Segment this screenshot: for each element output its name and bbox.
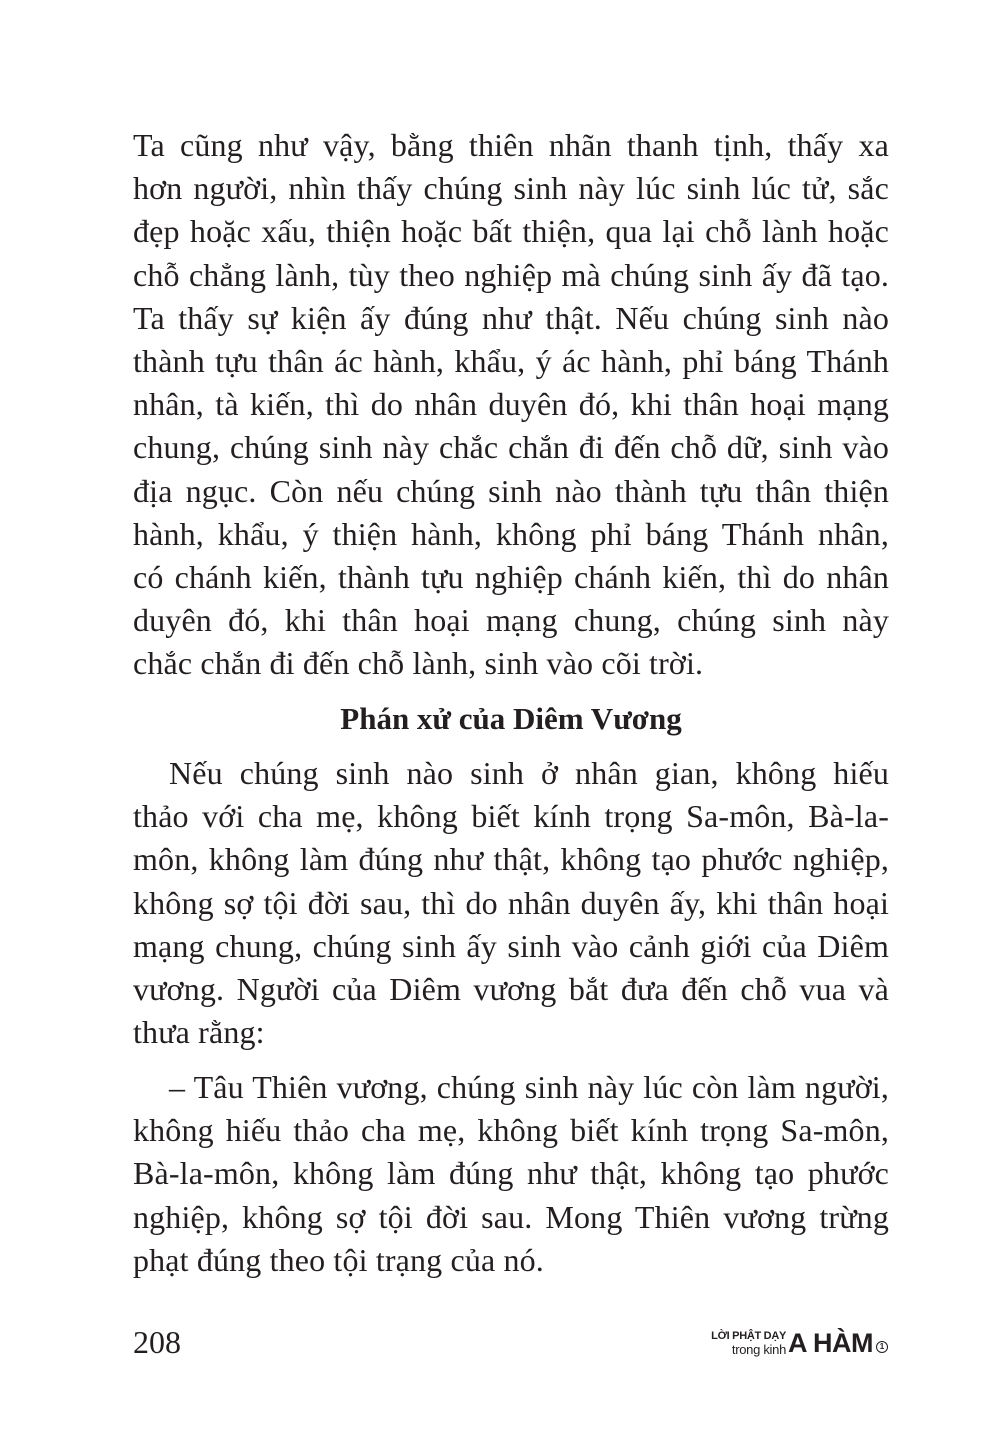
text-line: hành, khẩu, ý thiện hành, không phỉ báng Thánh nhân, <box>133 515 889 552</box>
text-line: vương. Người của Diêm vương bắt đưa đến chỗ vua và <box>133 970 889 1007</box>
text-line: không sợ tội đời sau, thì do nhân duyên ấy, khi thân hoại <box>133 884 889 921</box>
text-line: thưa rằng: <box>133 1014 265 1051</box>
paragraph-2 <box>133 752 889 1054</box>
book-title-line2: trong kinh <box>731 1342 786 1357</box>
volume-badge: 1 <box>876 1341 888 1353</box>
text-line: Ta thấy sự kiện ấy đúng như thật. Nếu chúng sinh nào <box>133 299 889 336</box>
text-line: môn, không làm đúng như thật, không tạo phước nghiệp, <box>133 841 889 878</box>
text-line: Ta cũng như vậy, bằng thiên nhãn thanh tịnh, thấy xa <box>133 127 889 163</box>
text-line: thành tựu thân ác hành, khẩu, ý ác hành, phỉ báng Thánh <box>133 342 889 379</box>
text-line: phạt đúng theo tội trạng của nó. <box>133 1241 544 1278</box>
page-number: 208 <box>133 1324 181 1360</box>
book-title-logo <box>711 1328 888 1359</box>
paragraph-1 <box>133 124 889 685</box>
text-line: nghiệp, không sợ tội đời sau. Mong Thiên vương trừng <box>133 1198 889 1235</box>
section-heading: Phán xử của Diêm Vương <box>340 701 682 736</box>
text-line: chỗ chẳng lành, tùy theo nghiệp mà chúng sinh ấy đã tạo. <box>133 256 889 293</box>
text-line: không hiếu thảo cha mẹ, không biết kính trọng Sa-môn, <box>133 1112 889 1149</box>
paragraph-3 <box>133 1066 889 1282</box>
book-title-line1: LỜI PHẬT DẠY <box>711 1330 786 1342</box>
text-line: thảo với cha mẹ, không biết kính trọng Sa-môn, Bà-la- <box>133 798 889 835</box>
book-title-small-text <box>711 1331 786 1356</box>
text-line: Nếu chúng sinh nào sinh ở nhân gian, không hiếu <box>169 755 889 791</box>
text-line: có chánh kiến, thành tựu nghiệp chánh kiến, thì do nhân <box>133 558 889 595</box>
text-line: chung, chúng sinh này chắc chắn đi đến chỗ dữ, sinh vào <box>133 429 889 466</box>
text-line: đẹp hoặc xấu, thiện hoặc bất thiện, qua lại chỗ lành hoặc <box>133 213 889 250</box>
text-line: Bà-la-môn, không làm đúng như thật, không tạo phước <box>133 1155 889 1192</box>
text-line: chắc chắn đi đến chỗ lành, sinh vào cõi trời. <box>133 645 704 682</box>
book-title-main: A HÀM <box>788 1328 873 1358</box>
text-line: mạng chung, chúng sinh ấy sinh vào cảnh giới của Diêm <box>133 927 889 964</box>
text-line: hơn người, nhìn thấy chúng sinh này lúc sinh lúc tử, sắc <box>133 170 889 207</box>
text-line: địa ngục. Còn nếu chúng sinh nào thành tựu thân thiện <box>133 472 889 509</box>
text-line: – Tâu Thiên vương, chúng sinh này lúc còn làm người, <box>169 1069 889 1105</box>
text-line: duyên đó, khi thân hoại mạng chung, chúng sinh này <box>133 602 889 639</box>
text-line: nhân, tà kiến, thì do nhân duyên đó, khi thân hoại mạng <box>133 386 889 423</box>
